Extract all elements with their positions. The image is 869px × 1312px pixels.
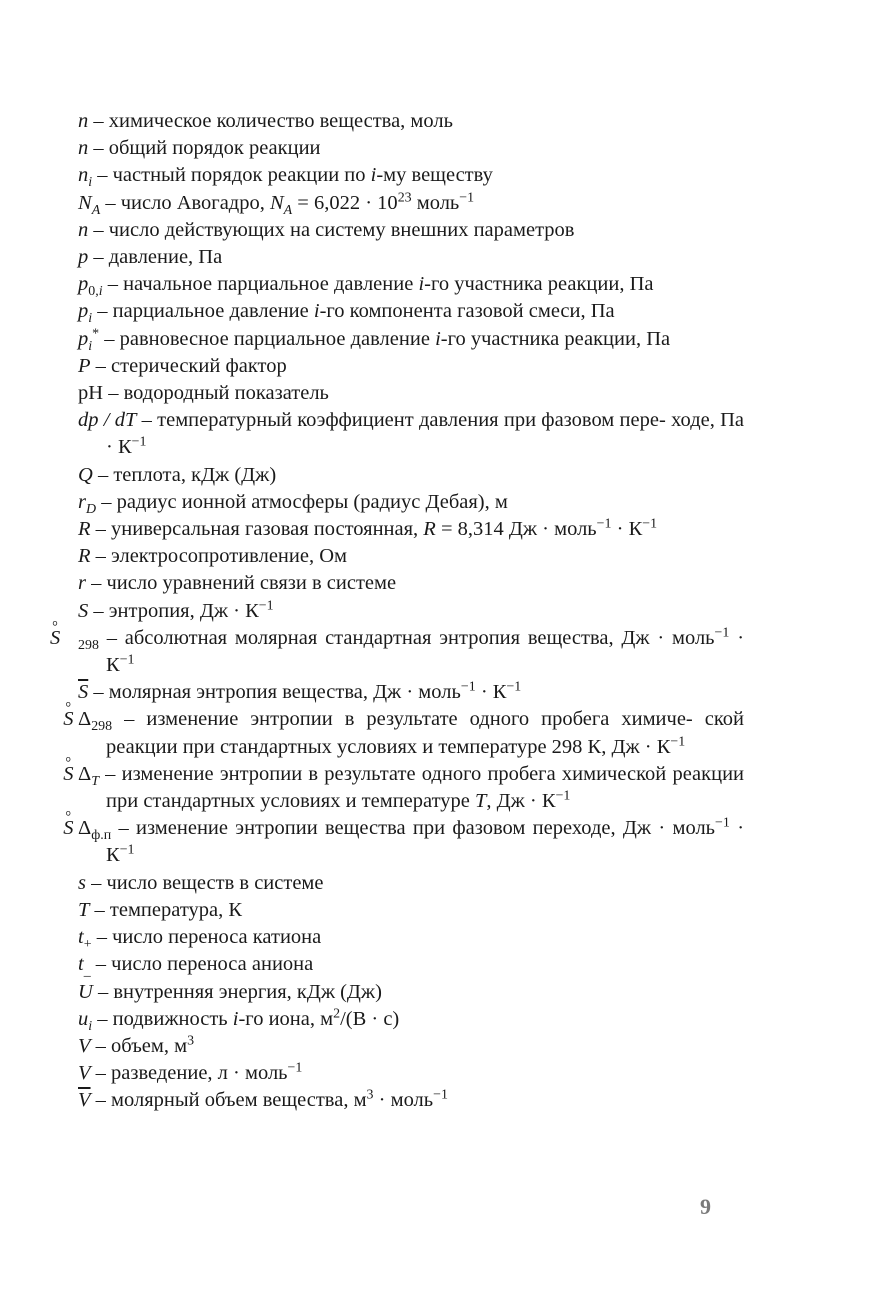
exponent: −1 [119, 652, 135, 668]
page-number: 9 [700, 1194, 711, 1219]
symbol-delta-S-phase: ΔS $_{ф.п}$ [63, 817, 112, 844]
exponent: −1 [555, 788, 571, 804]
list-item: S $_{298}$ – абсолютная молярная стандартная энтропия вещества, Дж · моль$^{-1}$ · $К^{-1}$ [50, 625, 745, 677]
exponent: −1 [460, 679, 476, 695]
symbol-n: n [78, 218, 89, 241]
entry-text: универсальная газовая постоянная, [111, 518, 419, 541]
symbol-V-molar: $\overline{V}$ [78, 1089, 91, 1112]
symbol-rD: $r_D$ [78, 490, 97, 517]
entry-text: теплота, кДж (Дж) [113, 463, 277, 486]
entry-text: изменение энтропии вещества при фазовом переходе, [136, 817, 616, 840]
exponent: 3 [366, 1087, 374, 1103]
exponent: −1 [642, 516, 658, 532]
list-item: $u_i$ – подвижность i-го иона, $м^2/(В \cdot с)$ [78, 1006, 400, 1034]
list-item: P – стерический фактор [78, 354, 287, 377]
list-item: ΔS $_T$ – изменение энтропии в результате одного пробега химической реакции при стандартных условиях и температуре T, Дж · $К^{-1}$ [63, 762, 745, 813]
entry-text: химическое количество вещества, моль [108, 110, 453, 132]
entry-text: стерический фактор [111, 354, 287, 377]
symbol-S298-standard: S $_{298}$ [50, 626, 99, 653]
entry-text: · К [106, 817, 745, 867]
entry-text: -го компонента газовой смеси, Па [319, 300, 615, 323]
list-item: $N_A$ – число Авогадро, $N_A = 6,022 \cdot 10^{23}$ моль$^{-1}$ [78, 189, 475, 218]
symbol-R: R [78, 518, 91, 541]
entry-text: парциальное давление [112, 300, 309, 323]
symbol-p0i: $p_{0,i}$ [78, 273, 103, 300]
list-item: $p_i^*$ – равновесное парциальное давление i-го участника реакции, Па [78, 325, 671, 354]
entry-text: молярная энтропия вещества, Дж · моль [108, 681, 461, 704]
exponent: 3 [187, 1033, 195, 1049]
entry-text: Дж · К [611, 735, 671, 758]
entry-text: реакции при стандартных условиях и температуре [106, 762, 745, 813]
symbol-Q: Q [78, 463, 93, 486]
entry-text: число уравнений связи в системе [106, 572, 397, 595]
entry-text: число переноса аниона [111, 953, 314, 976]
entry-text: давление, Па [108, 246, 223, 269]
symbol-delta-ST: ΔS $_T$ [63, 762, 99, 789]
entry-text: -го иона, м [238, 1007, 334, 1030]
entry-text: · К [616, 518, 643, 541]
entry-text: = 6,022 · 10 [297, 191, 398, 214]
entry-text: энтропия, Дж · К [108, 599, 259, 622]
symbol-pi: $p_i$ [78, 300, 93, 327]
list-item: U – внутренняя энергия, кДж (Дж) [78, 980, 382, 1003]
symbol-S-molar: $\overline{S}$ [78, 681, 89, 704]
entry-text: число действующих на систему внешних параметров [108, 218, 575, 241]
entry-text: абсолютная молярная стандартная энтропия вещества, [124, 626, 614, 649]
list-item: S – энтропия, Дж · $К^{-1}$ [78, 598, 274, 622]
exponent: −1 [433, 1087, 448, 1103]
list-item: $n_i$ – частный порядок реакции по i-му веществу [78, 164, 493, 191]
list-item: s – число веществ в системе [78, 871, 324, 894]
entry-text: /(В · с) [340, 1007, 400, 1030]
symbol-T: T [78, 898, 90, 921]
entry-text: число веществ в системе [106, 871, 324, 894]
entry-text: · моль [378, 1089, 434, 1112]
list-item: $t_{\_}$ – число переноса аниона [78, 953, 314, 980]
exponent: −1 [506, 679, 522, 695]
entry-text: · К [106, 626, 745, 677]
symbol-n: n [78, 137, 89, 160]
entry-text: -го участника реакции, Па [424, 273, 654, 296]
exponent: −1 [459, 189, 475, 205]
symbol-R: R [78, 545, 91, 568]
symbol-V: V [78, 1034, 91, 1057]
entry-text: · К [480, 681, 507, 704]
list-item: n – общий порядок реакции [78, 137, 321, 160]
list-item: n – число действующих на систему внешних параметров [78, 218, 575, 241]
list-item: V – разведение, л · моль$^{-1}$ [78, 1060, 303, 1085]
entry-text: объем, м [111, 1034, 188, 1057]
list-item: dp / dT – температурный коэффициент давления при фазовом пере- ходе, Па · $К^{-1}$ [78, 409, 745, 459]
entry-text: ской реакции при стандартных условиях и температуре 298 К, [106, 708, 745, 758]
exponent: −1 [715, 815, 730, 831]
list-item: $\overline{S}$ – молярная энтропия вещества, Дж · моль$^{-1}$ · $К^{-1}$ [78, 679, 522, 704]
symbol-U: U [78, 980, 93, 1003]
list-item: n – химическое количество вещества, моль [78, 110, 453, 132]
symbol-s: s [78, 871, 86, 894]
list-item: $p_{0,i}$ – начальное парциальное давление i-го участника реакции, Па [78, 273, 654, 300]
list-item: $t_+$ – число переноса катиона [78, 926, 322, 952]
exponent: −1 [131, 434, 147, 450]
exponent: −1 [670, 734, 686, 750]
entry-text: -му веществу [376, 164, 493, 187]
list-item: $p_i$ – парциальное давление i-го компонента газовой смеси, Па [78, 300, 615, 327]
symbol-n: n [78, 110, 89, 132]
symbol-t-minus: $t_{\_}$ [78, 953, 91, 980]
list-item: T – температура, К [78, 898, 243, 921]
symbol-p: p [78, 246, 89, 269]
exponent: −1 [287, 1060, 303, 1076]
entry-text: число переноса катиона [112, 926, 322, 949]
entry-text: равновесное парциальное давление [119, 327, 430, 350]
entry-text: электросопротивление, Ом [111, 545, 347, 568]
entry-text: температурный коэффициент давления при фазовом пере- [157, 409, 666, 432]
entry-text: Дж · моль [621, 626, 715, 649]
entry-text: общий порядок реакции [108, 137, 321, 160]
list-item: ΔS $_{ф.п}$ – изменение энтропии вещества при фазовом переходе, Дж · моль$^{-1}$ · $К^{-1}$ [63, 815, 745, 867]
list-item: r – число уравнений связи в системе [78, 572, 397, 595]
list-item: Q – теплота, кДж (Дж) [78, 463, 277, 486]
entry-text: = 8,314 Дж · моль [440, 518, 597, 541]
entry-text: Дж · моль [622, 817, 716, 840]
entry-unit: моль [416, 191, 460, 214]
symbol-pH: pH [78, 382, 104, 405]
symbol-V: V [78, 1062, 91, 1085]
exponent: −1 [119, 842, 135, 858]
symbol-delta-S298: ΔS $_{298}$ [63, 708, 113, 735]
list-item: R – электросопротивление, Ом [78, 545, 347, 568]
list-item: pH – водородный показатель [78, 382, 329, 405]
list-item: p – давление, Па [78, 246, 223, 269]
exponent: −1 [714, 625, 730, 641]
entry-text: радиус ионной атмосферы (радиус Дебая), м [116, 490, 508, 513]
entry-text: частный порядок реакции по [112, 164, 366, 187]
exponent: −1 [258, 598, 274, 613]
exponent: 2 [333, 1006, 341, 1022]
entry-text: молярный объем вещества, м [111, 1089, 367, 1112]
symbol-r: r [78, 572, 86, 595]
symbol-P: P [78, 354, 91, 377]
entry-text: внутренняя энергия, кДж (Дж) [113, 980, 382, 1003]
list-item: ΔS $_{298}$ – изменение энтропии в результате одного пробега химиче- ской реакции при стандартных условиях и температуре 298 К, Дж · $К^{-1}$ [63, 708, 745, 758]
symbol-ni: $n_i$ [78, 164, 93, 191]
list-item: $\overline{V}$ – молярный объем вещества, $м^3$ · моль$^{-1}$ [78, 1087, 448, 1112]
symbol-list [50, 108, 745, 1115]
symbol-dp-dT: dp / dT [78, 409, 137, 432]
entry-text: температура, К [109, 898, 243, 921]
entry-text: изменение энтропии в результате одного пробега химиче- [146, 708, 693, 731]
list-item: R – универсальная газовая постоянная, R = 8,314 Дж · моль$^{-1}$ · $К^{-1}$ [78, 516, 658, 541]
exponent: −1 [596, 516, 612, 532]
symbol-NA: $N_A$ [78, 191, 101, 218]
entry-text: водородный показатель [123, 382, 329, 405]
exponent: 23 [397, 189, 412, 205]
symbol-pi-star: $p_i^*$ [78, 325, 100, 354]
entry-text: начальное парциальное давление [123, 273, 414, 296]
entry-text: изменение энтропии в результате одного пробега химической [121, 762, 667, 785]
symbol-ui: $u_i$ [78, 1007, 93, 1034]
entry-text: , Дж · К [486, 790, 556, 813]
entry-text: число Авогадро, [120, 191, 265, 214]
symbol-S: S [78, 599, 89, 622]
list-item: $r_D$ – радиус ионной атмосферы (радиус Дебая), м [78, 490, 508, 517]
entry-text: ходе, Па · К [106, 409, 745, 459]
entry-text: разведение, л · моль [111, 1062, 288, 1085]
list-item: V – объем, $м^3$ [78, 1033, 195, 1057]
symbol-t-plus: $t_+$ [78, 926, 92, 952]
entry-text: подвижность [112, 1007, 228, 1030]
entry-text: -го участника реакции, Па [440, 327, 671, 350]
